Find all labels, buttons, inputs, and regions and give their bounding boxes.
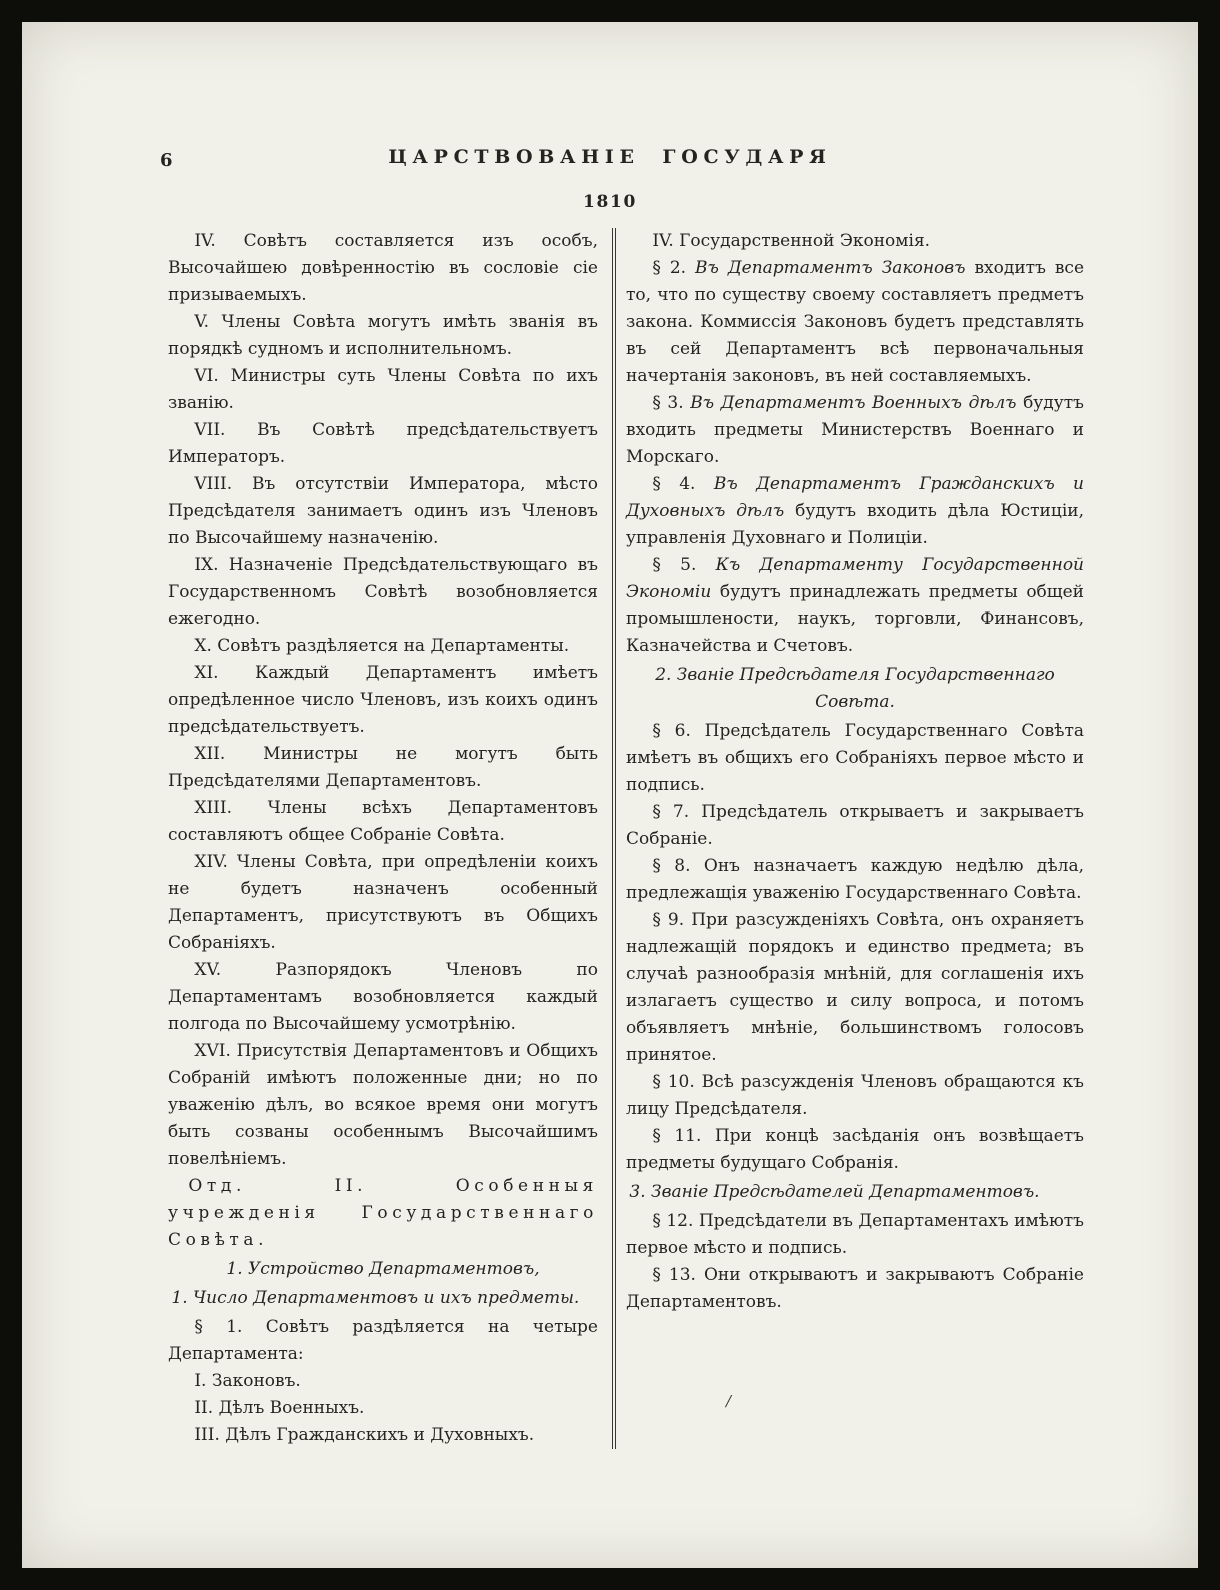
paragraph [626,255,1084,390]
text-run: IX. Назначеніе Предсѣдательствующаго въ Государственномъ Совѣтѣ возобновляется ежегодно. [168,555,598,629]
text-run: § 9. При разсужденіяхъ Совѣта, онъ охраняетъ надлежащій порядокъ и единство предмета; въ случаѣ разнообразія мнѣній, для соглашенія ихъ излагаетъ существо и силу вопроса, и потомъ объявляетъ мнѣніе, большинствомъ голосовъ принятое. [626,910,1084,1065]
text-run: § 2. [652,258,696,278]
text-run: Въ Департаментъ Военныхъ дѣлъ [690,393,1017,413]
text-run: § 5. [652,555,716,575]
ink-mark-artifact: / [726,1392,732,1410]
text-run: § 11. При концѣ засѣданія онъ возвѣщаетъ предметы будущаго Собранія. [626,1126,1084,1173]
text-run: § 4. [652,474,714,494]
paragraph [168,552,598,633]
page-header [22,146,1198,168]
text-run: XV. Разпорядокъ Членовъ по Департаментамъ возобновляется каждый полгода по Высочайшему усмотрѣнію. [168,960,598,1034]
paragraph [168,417,598,471]
paragraph [168,309,598,363]
paragraph [168,1256,598,1283]
page-number: 6 [160,150,173,171]
paragraph [168,1285,598,1312]
paragraph [168,633,598,660]
text-run: X. Совѣтъ раздѣляется на Департаменты. [194,636,570,656]
paragraph [168,849,598,957]
text-columns [168,228,1084,1449]
paragraph [168,660,598,741]
paragraph [168,363,598,417]
paragraph [626,552,1084,660]
text-run: будутъ входить предметы Министерствъ Военнаго и Морскаго. [626,393,1084,467]
text-run: 3. Званіе Предсѣдателей Департаментовъ. [629,1182,1040,1202]
text-run: § 10. Всѣ разсужденія Членовъ обращаются къ лицу Предсѣдателя. [626,1072,1084,1119]
running-title: ЦАРСТВОВАНІЕ ГОСУДАРЯ [388,146,832,168]
text-run: XII. Министры не могутъ быть Предсѣдателями Департаментовъ. [168,744,598,791]
right-column [626,228,1084,1449]
text-run: Отд. II. Особенныя учрежденія Государственнаго Совѣта. [168,1176,598,1250]
text-run: § 6. Предсѣдатель Государственнаго Совѣта имѣетъ въ общихъ его Собраніяхъ первое мѣсто и подпись. [626,721,1084,795]
paragraph [168,1173,598,1254]
book-page [22,22,1198,1568]
paragraph [626,718,1084,799]
paragraph [168,228,598,309]
text-run: будутъ входить дѣла Юстиціи, управленія Духовнаго и Полиціи. [626,501,1084,548]
paragraph [626,1208,1084,1262]
paragraph [626,471,1084,552]
text-run: V. Члены Совѣта могутъ имѣть званія въ порядкѣ судномъ и исполнительномъ. [168,312,598,359]
text-run: IV. Государственной Экономія. [652,231,931,251]
paragraph [626,907,1084,1069]
paragraph [168,957,598,1038]
paragraph [168,741,598,795]
text-run: VI. Министры суть Члены Совѣта по ихъ званію. [168,366,598,413]
text-run: VIII. Въ отсутствіи Императора, мѣсто Предсѣдателя занимаетъ одинъ изъ Членовъ по Высочайшему назначенію. [168,474,598,548]
text-run: входитъ все то, что по существу своему составляетъ предметъ закона. Коммиссія Законовъ будетъ представлять въ сей Департаментъ всѣ первоначальныя начертанія законовъ, въ ней составляемыхъ. [626,258,1085,386]
left-column [168,228,598,1449]
text-run: Въ Департаментъ Гражданскихъ и Духовныхъ дѣлъ [626,474,1085,521]
year-heading: 1810 [582,192,638,212]
paragraph [626,228,1084,255]
text-run: 2. Званіе Предсѣдателя Государственнаго Совѣта. [655,665,1055,712]
text-run: § 7. Предсѣдатель открываетъ и закрываетъ Собраніе. [626,802,1084,849]
paragraph [168,1395,598,1422]
text-run: 1. Устройство Департаментовъ, [226,1259,540,1279]
text-run: II. Дѣлъ Военныхъ. [194,1398,365,1418]
paragraph [626,390,1084,471]
paragraph [626,1179,1084,1206]
text-run: III. Дѣлъ Гражданскихъ и Духовныхъ. [194,1425,535,1445]
paragraph [626,799,1084,853]
paragraph [626,1123,1084,1177]
text-run: § 12. Предсѣдатели въ Департаментахъ имѣютъ первое мѣсто и подпись. [626,1211,1084,1258]
paragraph [168,795,598,849]
text-run: § 1. Совѣтъ раздѣляется на четыре Департамента: [168,1317,598,1364]
text-run: будутъ принадлежать предметы общей промышлености, наукъ, торговли, Финансовъ, Казначейства и Счетовъ. [626,582,1084,656]
text-run: XIV. Члены Совѣта, при опредѣленіи коихъ не будетъ назначенъ особенный Департаментъ, присутствуютъ въ Общихъ Собраніяхъ. [168,852,598,953]
text-run: § 3. [652,393,691,413]
text-run: XI. Каждый Департаментъ имѣетъ опредѣленное число Членовъ, изъ коихъ одинъ предсѣдательствуетъ. [168,663,598,737]
text-run: 1. Число Департаментовъ и ихъ предметы. [171,1288,580,1308]
paragraph [168,1314,598,1368]
text-run: § 13. Они открываютъ и закрываютъ Собраніе Департаментовъ. [626,1265,1084,1312]
paragraph [626,1262,1084,1316]
text-run: I. Законовъ. [194,1371,301,1391]
paragraph [168,1368,598,1395]
paragraph [168,471,598,552]
paragraph [626,853,1084,907]
text-run: XVI. Присутствія Департаментовъ и Общихъ Собраній имѣютъ положенные дни; но по уваженію дѣлъ, во всякое время они могутъ быть созваны особеннымъ Высочайшимъ повелѣніемъ. [168,1041,598,1169]
column-divider [612,228,616,1449]
paragraph [168,1422,598,1449]
paragraph [626,1069,1084,1123]
text-run: IV. Совѣтъ составляется изъ особъ, Высочайшею довѣренностію въ сословіе сіе призываемыхъ. [168,231,598,305]
text-run: § 8. Онъ назначаетъ каждую недѣлю дѣла, предлежащія уваженію Государственнаго Совѣта. [626,856,1084,903]
paragraph [626,662,1084,716]
text-run: XIII. Члены всѣхъ Департаментовъ составляютъ общее Собраніе Совѣта. [168,798,598,845]
text-run: VII. Въ Совѣтѣ предсѣдательствуетъ Императоръ. [168,420,598,467]
paragraph [168,1038,598,1173]
text-run: Къ Департаменту Государственной Экономіи [626,555,1085,602]
text-run: Въ Департаментъ Законовъ [695,258,966,278]
